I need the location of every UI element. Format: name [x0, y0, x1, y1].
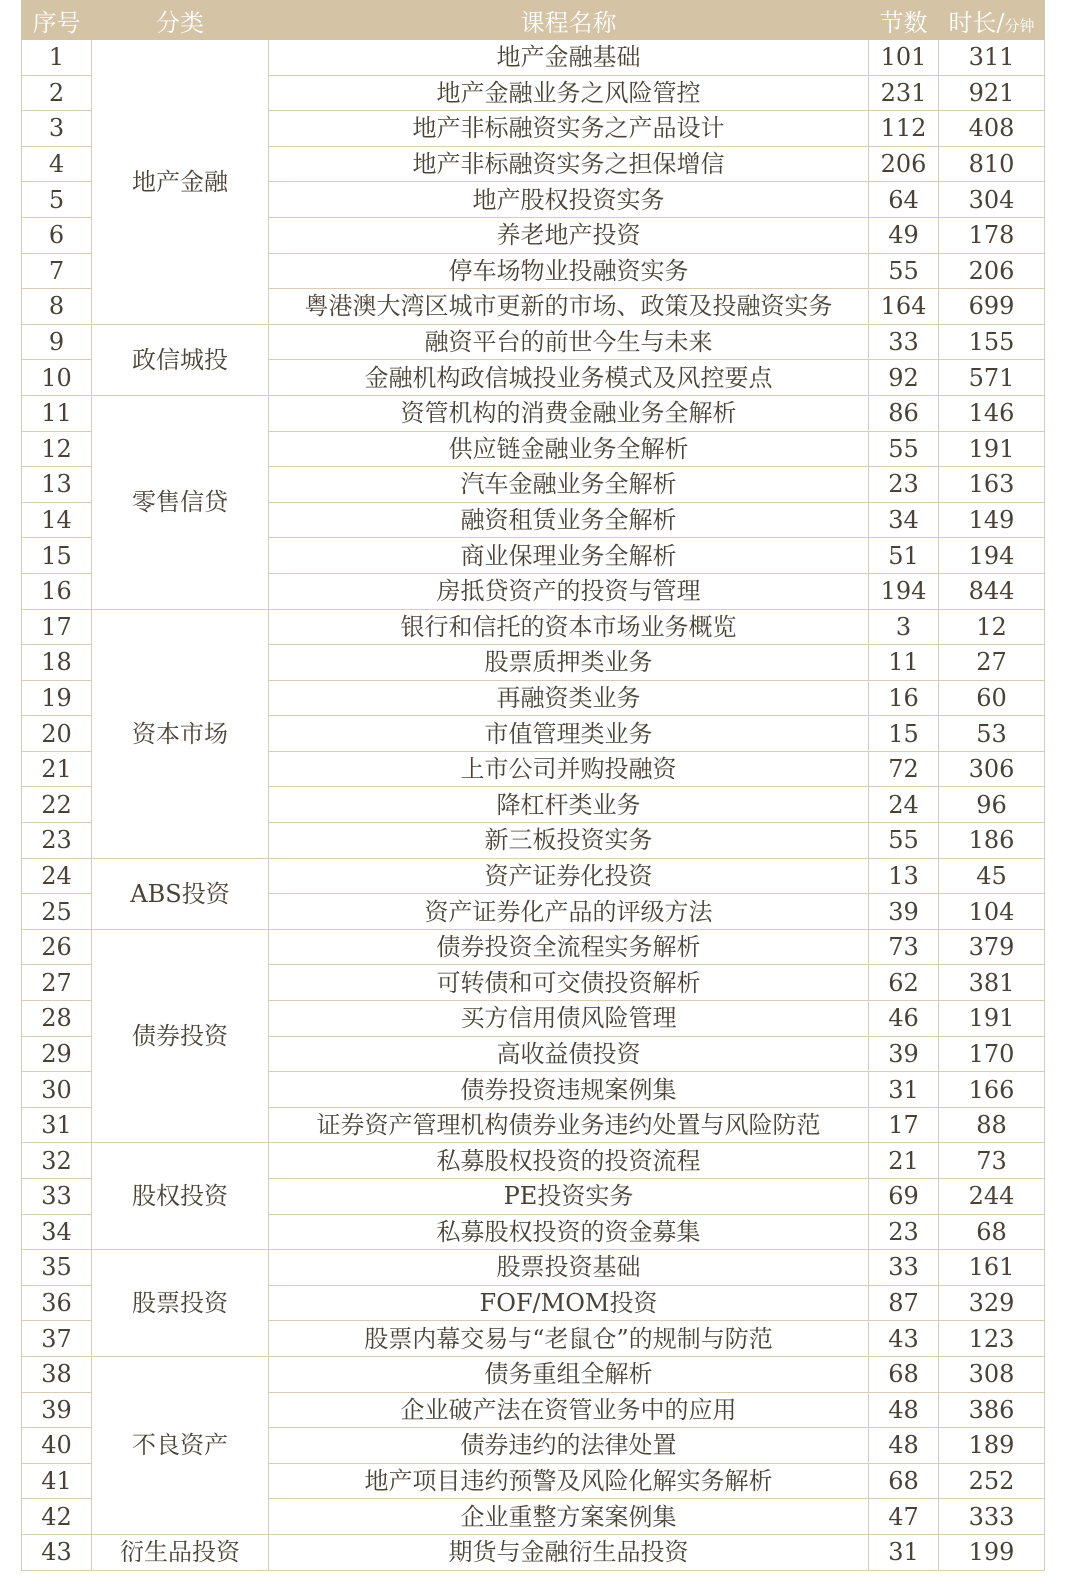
- section-count: 92: [869, 360, 939, 396]
- category-cell: 政信城投: [92, 324, 269, 395]
- category-cell: 不良资产: [92, 1356, 269, 1534]
- row-index: 19: [22, 680, 92, 716]
- duration-minutes: 699: [939, 289, 1045, 325]
- category-cell: 股权投资: [92, 1143, 269, 1250]
- duration-minutes: 12: [939, 609, 1045, 645]
- category-cell: 地产金融: [92, 40, 269, 325]
- section-count: 31: [869, 1072, 939, 1108]
- duration-minutes: 68: [939, 1214, 1045, 1250]
- row-index: 18: [22, 645, 92, 681]
- section-count: 13: [869, 858, 939, 894]
- duration-minutes: 123: [939, 1321, 1045, 1357]
- section-count: 72: [869, 751, 939, 787]
- duration-minutes: 379: [939, 929, 1045, 965]
- table-row: [22, 324, 1045, 360]
- course-name: 地产金融业务之风险管控: [269, 75, 869, 111]
- section-count: 86: [869, 395, 939, 431]
- category-cell: 零售信贷: [92, 395, 269, 609]
- section-count: 55: [869, 253, 939, 289]
- duration-minutes: 191: [939, 1001, 1045, 1037]
- row-index: 38: [22, 1356, 92, 1392]
- duration-minutes: 45: [939, 858, 1045, 894]
- course-name: 可转债和可交债投资解析: [269, 965, 869, 1001]
- row-index: 36: [22, 1285, 92, 1321]
- table-row: [22, 1250, 1045, 1286]
- section-count: 11: [869, 645, 939, 681]
- row-index: 7: [22, 253, 92, 289]
- row-index: 31: [22, 1107, 92, 1143]
- course-name: 资产证券化产品的评级方法: [269, 894, 869, 930]
- section-count: 194: [869, 573, 939, 609]
- row-index: 42: [22, 1499, 92, 1535]
- row-index: 4: [22, 146, 92, 182]
- table-row: [22, 1143, 1045, 1179]
- section-count: 112: [869, 111, 939, 147]
- row-index: 29: [22, 1036, 92, 1072]
- row-index: 22: [22, 787, 92, 823]
- duration-minutes: 161: [939, 1250, 1045, 1286]
- category-cell: ABS投资: [92, 858, 269, 929]
- table-row: [22, 1534, 1045, 1570]
- duration-minutes: 178: [939, 217, 1045, 253]
- row-index: 11: [22, 395, 92, 431]
- duration-minutes: 60: [939, 680, 1045, 716]
- row-index: 43: [22, 1534, 92, 1570]
- section-count: 15: [869, 716, 939, 752]
- category-cell: 衍生品投资: [92, 1534, 269, 1570]
- duration-minutes: 199: [939, 1534, 1045, 1570]
- row-index: 15: [22, 538, 92, 574]
- duration-minutes: 333: [939, 1499, 1045, 1535]
- table-row: [22, 858, 1045, 894]
- course-name: 供应链金融业务全解析: [269, 431, 869, 467]
- table-row: [22, 1356, 1045, 1392]
- duration-minutes: 308: [939, 1356, 1045, 1392]
- section-count: 51: [869, 538, 939, 574]
- section-count: 206: [869, 146, 939, 182]
- course-name: 期货与金融衍生品投资: [269, 1534, 869, 1570]
- row-index: 12: [22, 431, 92, 467]
- row-index: 16: [22, 573, 92, 609]
- row-index: 10: [22, 360, 92, 396]
- duration-minutes: 104: [939, 894, 1045, 930]
- course-name: 地产非标融资实务之担保增信: [269, 146, 869, 182]
- row-index: 26: [22, 929, 92, 965]
- header-duration-label: 时长/: [948, 8, 1005, 37]
- course-table: [21, 0, 1045, 1571]
- duration-minutes: 306: [939, 751, 1045, 787]
- course-name: 再融资类业务: [269, 680, 869, 716]
- course-name: 债券违约的法律处置: [269, 1428, 869, 1464]
- row-index: 34: [22, 1214, 92, 1250]
- course-name: 证券资产管理机构债券业务违约处置与风险防范: [269, 1107, 869, 1143]
- section-count: 43: [869, 1321, 939, 1357]
- duration-minutes: 96: [939, 787, 1045, 823]
- course-name: 私募股权投资的资金募集: [269, 1214, 869, 1250]
- section-count: 68: [869, 1463, 939, 1499]
- duration-minutes: 844: [939, 573, 1045, 609]
- row-index: 5: [22, 182, 92, 218]
- course-name: 资产证券化投资: [269, 858, 869, 894]
- row-index: 17: [22, 609, 92, 645]
- row-index: 21: [22, 751, 92, 787]
- course-name: FOF/MOM投资: [269, 1285, 869, 1321]
- duration-minutes: 386: [939, 1392, 1045, 1428]
- course-name: 债券投资违规案例集: [269, 1072, 869, 1108]
- course-name: 降杠杆类业务: [269, 787, 869, 823]
- course-name: 地产金融基础: [269, 40, 869, 76]
- duration-minutes: 149: [939, 502, 1045, 538]
- header-duration: [939, 1, 1045, 40]
- course-name: 上市公司并购投融资: [269, 751, 869, 787]
- header-duration-unit: 分钟: [1004, 16, 1035, 35]
- section-count: 33: [869, 324, 939, 360]
- row-index: 41: [22, 1463, 92, 1499]
- duration-minutes: 27: [939, 645, 1045, 681]
- section-count: 55: [869, 431, 939, 467]
- duration-minutes: 311: [939, 40, 1045, 76]
- course-name: 粤港澳大湾区城市更新的市场、政策及投融资实务: [269, 289, 869, 325]
- course-name: 股票投资基础: [269, 1250, 869, 1286]
- course-name: 债务重组全解析: [269, 1356, 869, 1392]
- header-category: 分类: [92, 1, 269, 40]
- course-name: 债券投资全流程实务解析: [269, 929, 869, 965]
- duration-minutes: 155: [939, 324, 1045, 360]
- section-count: 164: [869, 289, 939, 325]
- section-count: 64: [869, 182, 939, 218]
- duration-minutes: 163: [939, 467, 1045, 503]
- table-body: [22, 40, 1045, 1571]
- course-table-container: [21, 0, 1044, 1571]
- course-name: 地产项目违约预警及风险化解实务解析: [269, 1463, 869, 1499]
- table-row: [22, 40, 1045, 76]
- course-name: 企业破产法在资管业务中的应用: [269, 1392, 869, 1428]
- duration-minutes: 166: [939, 1072, 1045, 1108]
- section-count: 101: [869, 40, 939, 76]
- course-name: 资管机构的消费金融业务全解析: [269, 395, 869, 431]
- course-name: 房抵贷资产的投资与管理: [269, 573, 869, 609]
- row-index: 40: [22, 1428, 92, 1464]
- row-index: 14: [22, 502, 92, 538]
- row-index: 13: [22, 467, 92, 503]
- duration-minutes: 170: [939, 1036, 1045, 1072]
- course-name: 银行和信托的资本市场业务概览: [269, 609, 869, 645]
- table-row: [22, 929, 1045, 965]
- row-index: 9: [22, 324, 92, 360]
- duration-minutes: 252: [939, 1463, 1045, 1499]
- course-name: 股票内幕交易与“老鼠仓”的规制与防范: [269, 1321, 869, 1357]
- table-row: [22, 609, 1045, 645]
- course-name: 地产股权投资实务: [269, 182, 869, 218]
- section-count: 3: [869, 609, 939, 645]
- course-name: 企业重整方案案例集: [269, 1499, 869, 1535]
- row-index: 3: [22, 111, 92, 147]
- section-count: 21: [869, 1143, 939, 1179]
- header-sections: 节数: [869, 1, 939, 40]
- section-count: 73: [869, 929, 939, 965]
- section-count: 55: [869, 823, 939, 859]
- course-name: PE投资实务: [269, 1179, 869, 1215]
- section-count: 34: [869, 502, 939, 538]
- section-count: 33: [869, 1250, 939, 1286]
- duration-minutes: 408: [939, 111, 1045, 147]
- course-name: 养老地产投资: [269, 217, 869, 253]
- course-name: 买方信用债风险管理: [269, 1001, 869, 1037]
- header-index: 序号: [22, 1, 92, 40]
- header-row: [22, 1, 1045, 40]
- section-count: 23: [869, 1214, 939, 1250]
- section-count: 17: [869, 1107, 939, 1143]
- duration-minutes: 921: [939, 75, 1045, 111]
- course-name: 融资租赁业务全解析: [269, 502, 869, 538]
- section-count: 39: [869, 894, 939, 930]
- row-index: 1: [22, 40, 92, 76]
- row-index: 39: [22, 1392, 92, 1428]
- duration-minutes: 571: [939, 360, 1045, 396]
- row-index: 23: [22, 823, 92, 859]
- row-index: 6: [22, 217, 92, 253]
- table-header: [22, 1, 1045, 40]
- row-index: 37: [22, 1321, 92, 1357]
- row-index: 25: [22, 894, 92, 930]
- row-index: 8: [22, 289, 92, 325]
- section-count: 48: [869, 1428, 939, 1464]
- section-count: 69: [869, 1179, 939, 1215]
- course-name: 股票质押类业务: [269, 645, 869, 681]
- row-index: 24: [22, 858, 92, 894]
- section-count: 87: [869, 1285, 939, 1321]
- duration-minutes: 329: [939, 1285, 1045, 1321]
- section-count: 23: [869, 467, 939, 503]
- section-count: 39: [869, 1036, 939, 1072]
- category-cell: 资本市场: [92, 609, 269, 858]
- duration-minutes: 186: [939, 823, 1045, 859]
- course-name: 市值管理类业务: [269, 716, 869, 752]
- duration-minutes: 146: [939, 395, 1045, 431]
- section-count: 46: [869, 1001, 939, 1037]
- section-count: 62: [869, 965, 939, 1001]
- duration-minutes: 206: [939, 253, 1045, 289]
- section-count: 48: [869, 1392, 939, 1428]
- section-count: 31: [869, 1534, 939, 1570]
- duration-minutes: 304: [939, 182, 1045, 218]
- duration-minutes: 73: [939, 1143, 1045, 1179]
- section-count: 68: [869, 1356, 939, 1392]
- section-count: 231: [869, 75, 939, 111]
- row-index: 33: [22, 1179, 92, 1215]
- duration-minutes: 244: [939, 1179, 1045, 1215]
- row-index: 27: [22, 965, 92, 1001]
- course-name: 新三板投资实务: [269, 823, 869, 859]
- course-name: 私募股权投资的投资流程: [269, 1143, 869, 1179]
- course-name: 汽车金融业务全解析: [269, 467, 869, 503]
- row-index: 28: [22, 1001, 92, 1037]
- duration-minutes: 53: [939, 716, 1045, 752]
- category-cell: 债券投资: [92, 929, 269, 1143]
- section-count: 16: [869, 680, 939, 716]
- category-cell: 股票投资: [92, 1250, 269, 1357]
- row-index: 30: [22, 1072, 92, 1108]
- duration-minutes: 191: [939, 431, 1045, 467]
- row-index: 35: [22, 1250, 92, 1286]
- header-course-name: 课程名称: [269, 1, 869, 40]
- course-name: 高收益债投资: [269, 1036, 869, 1072]
- course-name: 融资平台的前世今生与未来: [269, 324, 869, 360]
- section-count: 49: [869, 217, 939, 253]
- table-row: [22, 395, 1045, 431]
- course-name: 停车场物业投融资实务: [269, 253, 869, 289]
- course-name: 商业保理业务全解析: [269, 538, 869, 574]
- row-index: 2: [22, 75, 92, 111]
- duration-minutes: 189: [939, 1428, 1045, 1464]
- course-name: 金融机构政信城投业务模式及风控要点: [269, 360, 869, 396]
- section-count: 24: [869, 787, 939, 823]
- row-index: 32: [22, 1143, 92, 1179]
- duration-minutes: 810: [939, 146, 1045, 182]
- section-count: 47: [869, 1499, 939, 1535]
- duration-minutes: 194: [939, 538, 1045, 574]
- duration-minutes: 88: [939, 1107, 1045, 1143]
- duration-minutes: 381: [939, 965, 1045, 1001]
- row-index: 20: [22, 716, 92, 752]
- course-name: 地产非标融资实务之产品设计: [269, 111, 869, 147]
